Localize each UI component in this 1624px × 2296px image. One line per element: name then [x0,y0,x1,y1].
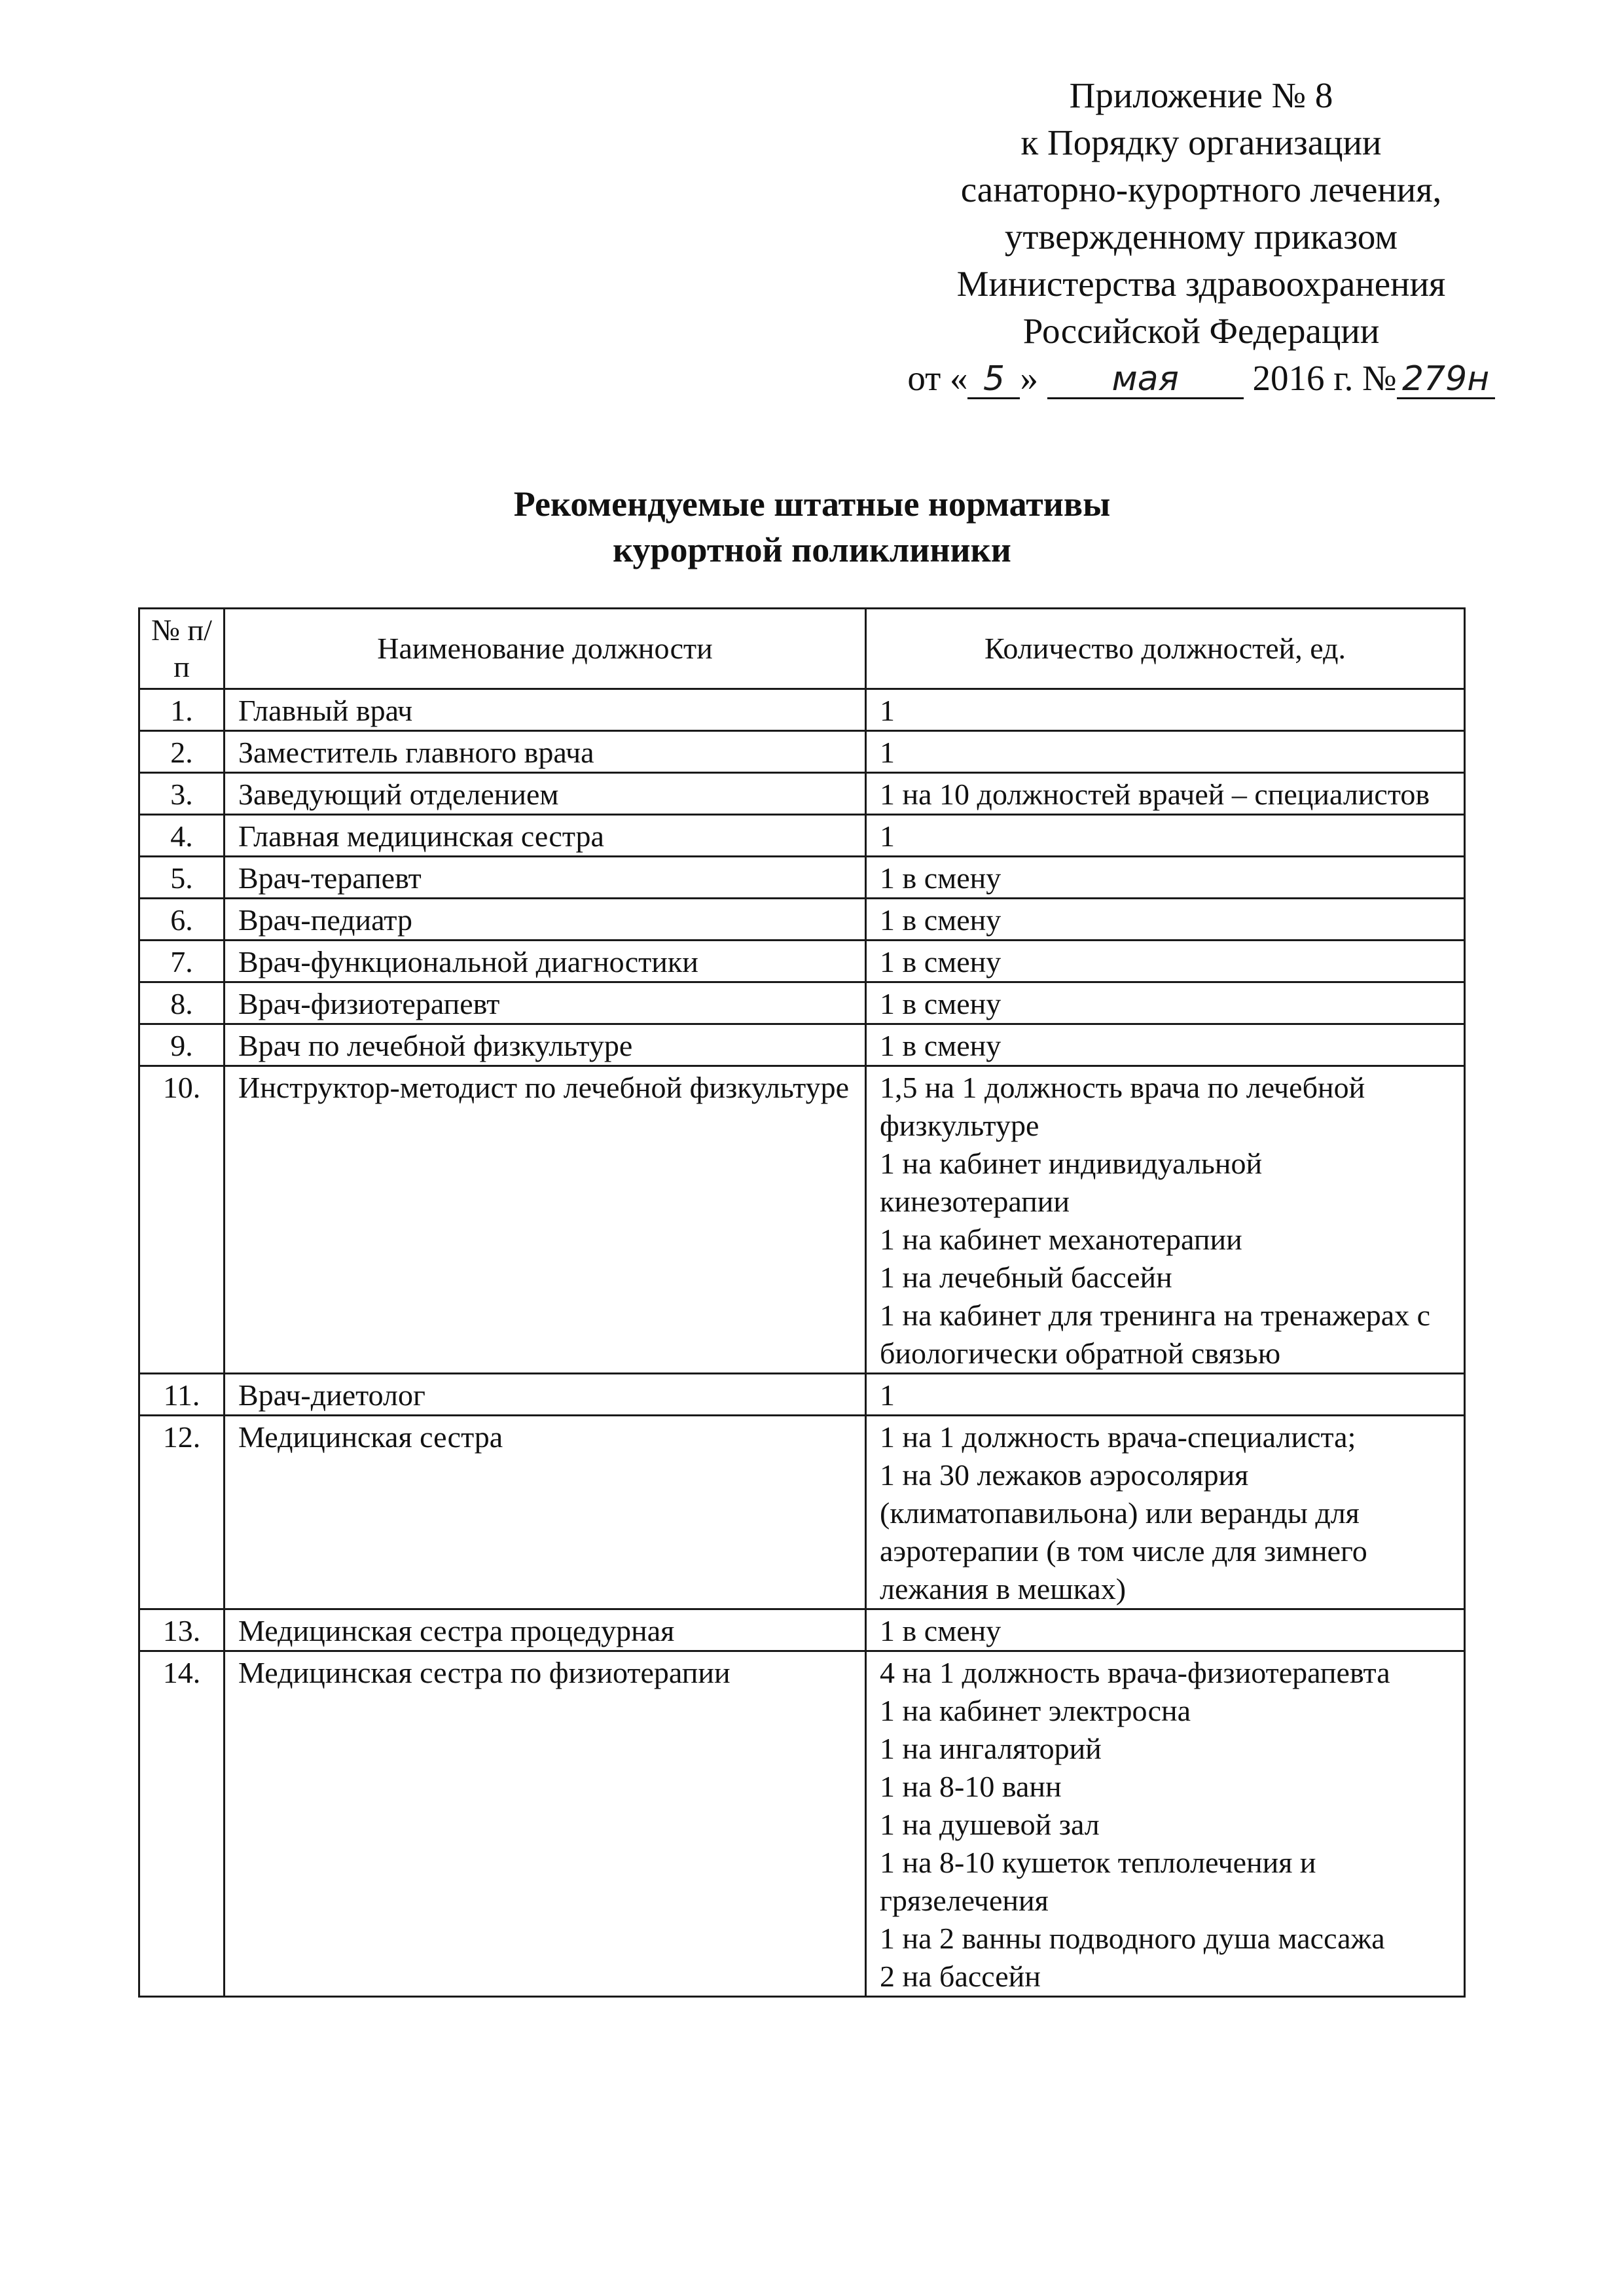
table-row [139,1416,1465,1609]
quantity-line: 1 в смену [880,861,1001,895]
date-quote-close: » [1020,358,1038,398]
date-prefix: от « [907,358,968,398]
position-name: Врач-терапевт [225,857,866,899]
quantity-line: 1 в смену [880,903,1001,937]
quantity-line: 1 на душевой зал [880,1808,1100,1841]
row-number: 9. [139,1024,225,1066]
quantity-line: 1 в смену [880,1614,1001,1647]
position-name: Медицинская сестра [225,1416,866,1609]
row-number: 13. [139,1609,225,1651]
position-quantity [866,941,1465,982]
table-row [139,1374,1465,1416]
position-name: Врач-диетолог [225,1374,866,1416]
position-quantity [866,1651,1465,1997]
position-quantity [866,1609,1465,1651]
quantity-line: 1 [880,694,895,727]
quantity-line: 2 на бассейн [880,1960,1041,1993]
row-number: 12. [139,1416,225,1609]
row-number: 11. [139,1374,225,1416]
header-line: к Порядку организации [1020,122,1382,162]
position-name: Заместитель главного врача [225,731,866,773]
quantity-line: 1 на лечебный бассейн [880,1261,1172,1294]
position-name: Врач по лечебной физкультуре [225,1024,866,1066]
title-line-2: курортной поликлиники [613,530,1011,569]
table-row [139,731,1465,773]
position-name: Инструктор-методист по лечебной физкультуре [225,1066,866,1374]
table-row [139,1066,1465,1374]
table-body [139,689,1465,1997]
order-date-line [857,355,1545,402]
row-number: 8. [139,982,225,1024]
table-row [139,1651,1465,1997]
position-quantity [866,815,1465,857]
header-line: Министерства здравоохранения [956,264,1446,304]
quantity-line: 1 в смену [880,1029,1001,1062]
position-quantity [866,1024,1465,1066]
position-name: Медицинская сестра по физиотерапии [225,1651,866,1997]
date-year: 2016 г. № [1252,358,1397,398]
row-number: 14. [139,1651,225,1997]
quantity-line: 1 на кабинет механотерапии [880,1223,1242,1256]
header-line: утвержденному приказом [1004,217,1398,257]
header-quantity: Количество должностей, ед. [866,609,1465,689]
row-number: 4. [139,815,225,857]
quantity-line: 1 на 8-10 ванн [880,1770,1062,1803]
row-number: 5. [139,857,225,899]
position-quantity [866,773,1465,815]
row-number: 1. [139,689,225,731]
appendix-header [857,72,1545,402]
position-name: Врач-педиатр [225,899,866,941]
quantity-line: 1 [880,819,895,853]
row-number: 6. [139,899,225,941]
table-row [139,899,1465,941]
handwritten-day: 5 [967,361,1020,399]
position-quantity [866,689,1465,731]
table-row [139,1609,1465,1651]
quantity-line: 1 на 10 должностей врачей – специалистов [880,778,1430,811]
position-quantity [866,1066,1465,1374]
title-line-1: Рекомендуемые штатные нормативы [513,484,1111,524]
quantity-line: 1,5 на 1 должность врача по лечебной физкультуре [880,1071,1365,1142]
row-number: 10. [139,1066,225,1374]
header-num: № п/п [139,609,225,689]
position-name: Медицинская сестра процедурная [225,1609,866,1651]
handwritten-month: мая [1047,361,1244,399]
document-title [0,481,1624,573]
quantity-line: 1 в смену [880,945,1001,978]
row-number: 3. [139,773,225,815]
table-row [139,982,1465,1024]
position-quantity [866,857,1465,899]
position-name: Заведующий отделением [225,773,866,815]
quantity-line: 1 на кабинет индивидуальной кинезотерапии [880,1147,1263,1218]
position-name: Врач-физиотерапевт [225,982,866,1024]
row-number: 7. [139,941,225,982]
quantity-line: 1 в смену [880,987,1001,1020]
header-line: санаторно-курортного лечения, [960,170,1442,209]
position-quantity [866,982,1465,1024]
header-line: Российской Федерации [1022,311,1380,351]
position-name: Врач-функциональной диагностики [225,941,866,982]
header-position-name: Наименование должности [225,609,866,689]
position-quantity [866,731,1465,773]
quantity-line: 1 [880,736,895,769]
table-header-row [139,609,1465,689]
quantity-line: 1 на 2 ванны подводного душа массажа [880,1922,1385,1955]
position-name: Главный врач [225,689,866,731]
position-quantity [866,899,1465,941]
quantity-line: 1 на 8-10 кушеток теплолечения и грязелечения [880,1846,1316,1917]
position-quantity [866,1374,1465,1416]
handwritten-order-number: 279н [1397,361,1495,399]
quantity-line: 1 [880,1378,895,1412]
table-row [139,689,1465,731]
position-name: Главная медицинская сестра [225,815,866,857]
table-row [139,773,1465,815]
position-quantity [866,1416,1465,1609]
staffing-table [138,607,1466,1998]
quantity-line: 1 на 1 должность врача-специалиста; [880,1420,1356,1454]
quantity-line: 1 на 30 лежаков аэросолярия (климатопавильона) или веранды для аэротерапии (в том числе для зимнего лежания в мешках) [880,1458,1367,1605]
header-line: Приложение № 8 [1069,75,1333,115]
quantity-line: 1 на ингаляторий [880,1732,1102,1765]
quantity-line: 1 на кабинет электросна [880,1694,1191,1727]
table-row [139,857,1465,899]
table-row [139,1024,1465,1066]
table-row [139,815,1465,857]
table-row [139,941,1465,982]
quantity-line: 4 на 1 должность врача-физиотерапевта [880,1656,1390,1689]
quantity-line: 1 на кабинет для тренинга на тренажерах с биологически обратной связью [880,1299,1431,1370]
row-number: 2. [139,731,225,773]
